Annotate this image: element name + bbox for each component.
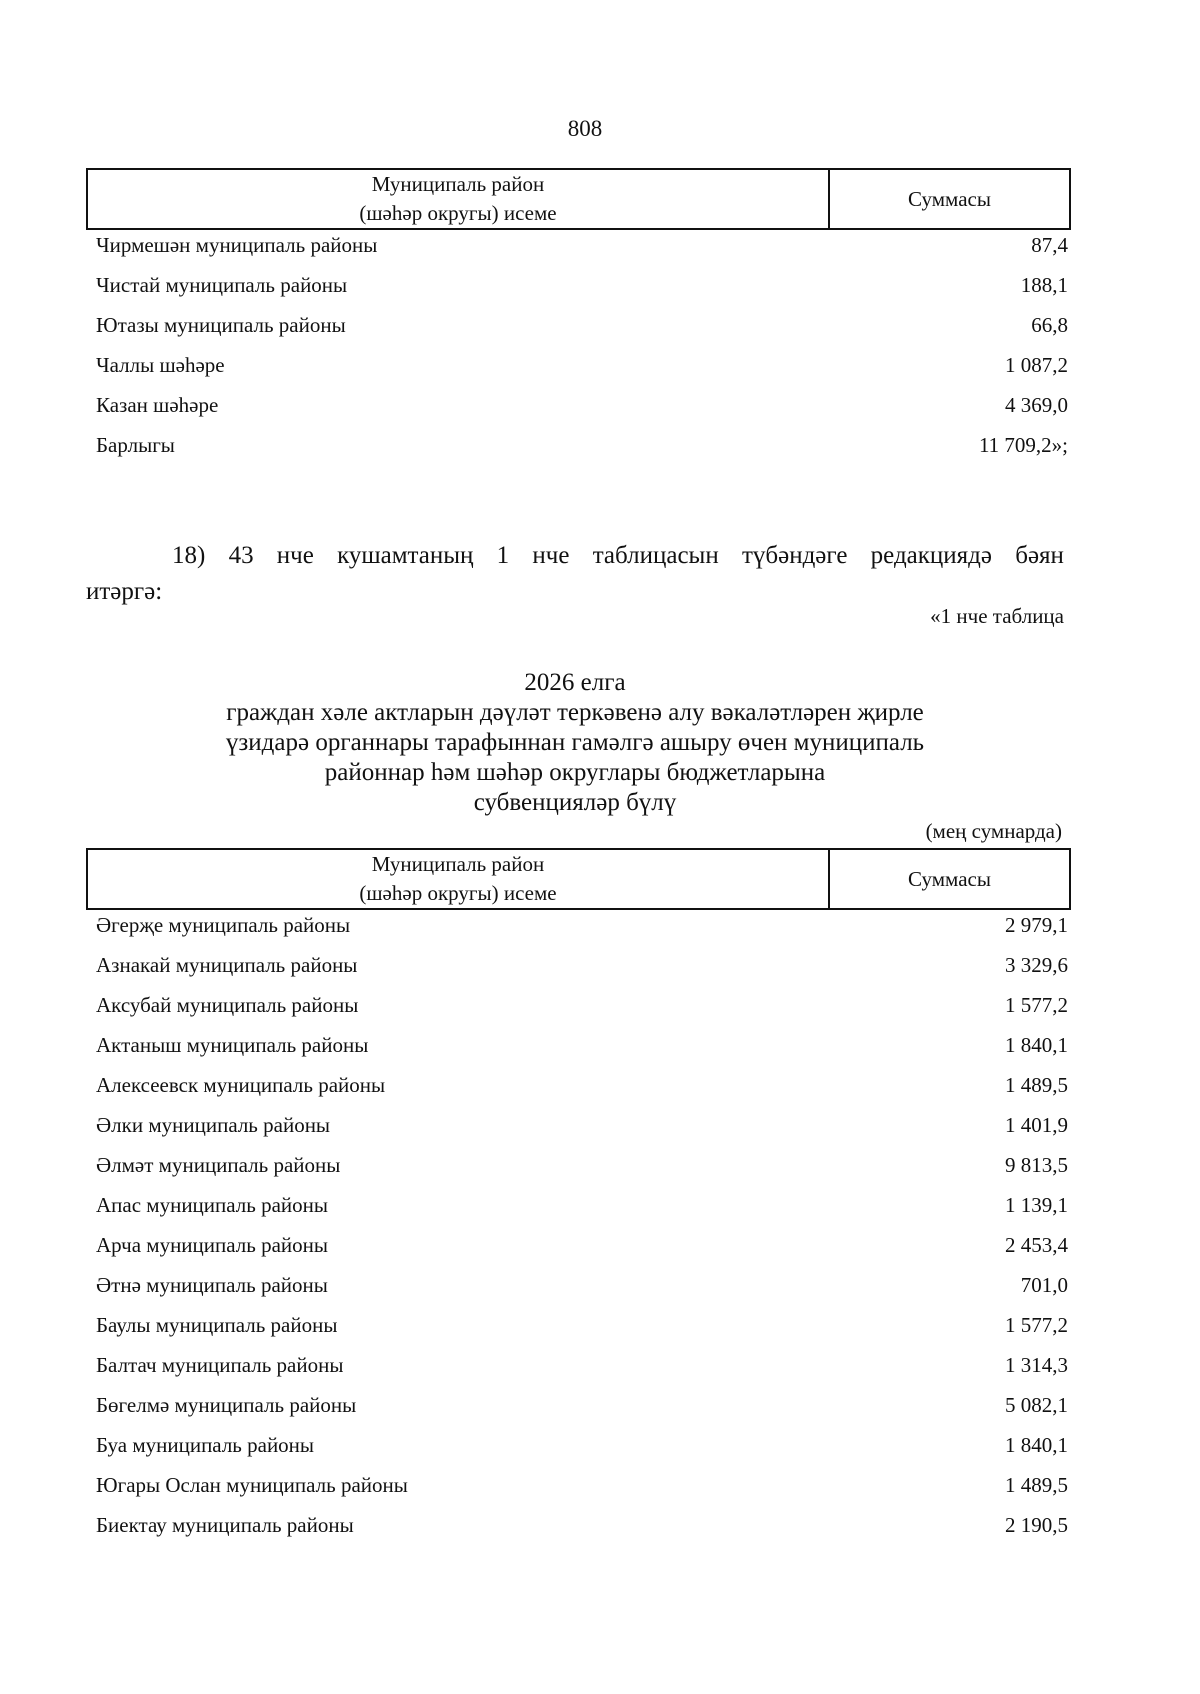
row-name: Баулы муниципаль районы [96,1313,338,1337]
title-line: 2026 елга [524,669,626,696]
paragraph-line1 [86,538,1064,574]
name-column-header [87,849,829,909]
paragraph-word: редакциядә [870,542,992,569]
row-name: Балтач муниципаль районы [96,1353,344,1377]
row-value: 1 577,2 [1005,993,1068,1017]
sum-column-header: Суммасы [829,849,1070,909]
row-value: 1 840,1 [1005,1033,1068,1057]
row-name: Ютазы муниципаль районы [96,313,346,337]
table-row [88,1505,1068,1545]
row-name: Әлки муниципаль районы [96,1113,331,1137]
row-name: Актаныш муниципаль районы [96,1033,369,1057]
title-line: граждан хәле актларын дәүләт теркәвенә алу вәкаләтләрен җирле [226,699,924,726]
table-title [86,668,1064,818]
table-row [88,1345,1068,1385]
row-value: 2 190,5 [1005,1513,1068,1537]
row-name: Аксубай муниципаль районы [96,993,359,1017]
name-header-line1: Муниципаль район [371,172,545,196]
row-value: 1 489,5 [1005,1073,1068,1097]
row-value: 1 489,5 [1005,1473,1068,1497]
row-name: Арча муниципаль районы [96,1233,328,1257]
paragraph-word: нче [532,542,570,569]
paragraph-word: бәян [1015,542,1064,569]
name-header-line2: (шәһәр округы) исеме [359,881,557,905]
row-value: 2 979,1 [1005,913,1068,937]
paragraph-word: таблицасын [592,542,719,569]
table-row [88,1425,1068,1465]
row-value: 5 082,1 [1005,1393,1068,1417]
row-value: 1 087,2 [1005,353,1068,377]
row-name: Бөгелмә муниципаль районы [96,1393,357,1417]
table1-header [86,168,1071,230]
row-name: Азнакай муниципаль районы [96,953,358,977]
title-line: үзидарә органнары тарафыннан гамәлгә ашыру өчен муниципаль [225,729,925,756]
row-name: Чирмешән муниципаль районы [96,233,378,257]
table-row-total [88,425,1068,465]
row-value: 11 709,2»; [978,433,1068,457]
row-value: 2 453,4 [1005,1233,1068,1257]
row-name: Алексеевск муниципаль районы [96,1073,386,1097]
row-value: 701,0 [1020,1273,1068,1297]
table-row [88,225,1068,265]
table-row [88,985,1068,1025]
row-value: 1 139,1 [1005,1193,1068,1217]
table-row [88,1065,1068,1105]
row-name: Барлыгы [96,433,175,457]
amendment-paragraph [86,538,1064,610]
table-row [88,1025,1068,1065]
table-row [88,1145,1068,1185]
paragraph-word: кушамтаның [337,542,474,569]
row-name: Әлмәт муниципаль районы [96,1153,341,1177]
name-column-header [87,169,829,229]
table-row [88,1465,1068,1505]
units-note: (мең сумнарда) [925,819,1062,843]
row-value: 87,4 [1031,233,1068,257]
table-row [88,1265,1068,1305]
table2-body [88,905,1068,1545]
row-name: Биектау муниципаль районы [96,1513,354,1537]
row-value: 1 401,9 [1005,1113,1068,1137]
paragraph-word: түбәндәге [741,542,848,569]
row-name: Әгерҗе муниципаль районы [96,913,351,937]
paragraph-word: 43 [228,542,254,569]
row-value: 3 329,6 [1005,953,1068,977]
paragraph-word: нче [276,542,314,569]
title-line: районнар һәм шәһәр округлары бюджетларына [324,759,826,786]
row-value: 1 314,3 [1005,1353,1068,1377]
row-value: 188,1 [1020,273,1068,297]
row-name: Әтнә муниципаль районы [96,1273,328,1297]
name-header-line2: (шәһәр округы) исеме [359,201,557,225]
row-name: Буа муниципаль районы [96,1433,315,1457]
name-header-line1: Муниципаль район [371,852,545,876]
paragraph-line2: итәргә: [86,578,163,605]
table-row [88,1225,1068,1265]
table-row [88,905,1068,945]
row-value: 1 840,1 [1005,1433,1068,1457]
table-row [88,945,1068,985]
table-row [88,1385,1068,1425]
table-row [88,265,1068,305]
row-name: Югары Ослан муниципаль районы [96,1473,408,1497]
row-name: Апас муниципаль районы [96,1193,328,1217]
row-value: 66,8 [1031,313,1068,337]
title-line: субвенцияләр бүлү [473,789,677,816]
table-row [88,385,1068,425]
page-number: 808 [567,116,603,141]
item-number: 18) [172,542,206,569]
sum-column-header: Суммасы [829,169,1070,229]
row-value: 9 813,5 [1005,1153,1068,1177]
table-number-label: «1 нче таблица [930,604,1064,628]
table-row [88,1185,1068,1225]
table-row [88,1105,1068,1145]
paragraph-word: 1 [496,542,510,569]
row-name: Чаллы шәһәре [96,353,225,377]
row-name: Казан шәһәре [96,393,219,417]
table-row [88,345,1068,385]
table-row [88,305,1068,345]
row-value: 1 577,2 [1005,1313,1068,1337]
table2-header [86,848,1071,910]
table1-body [88,225,1068,465]
row-value: 4 369,0 [1005,393,1068,417]
table-row [88,1305,1068,1345]
row-name: Чистай муниципаль районы [96,273,348,297]
